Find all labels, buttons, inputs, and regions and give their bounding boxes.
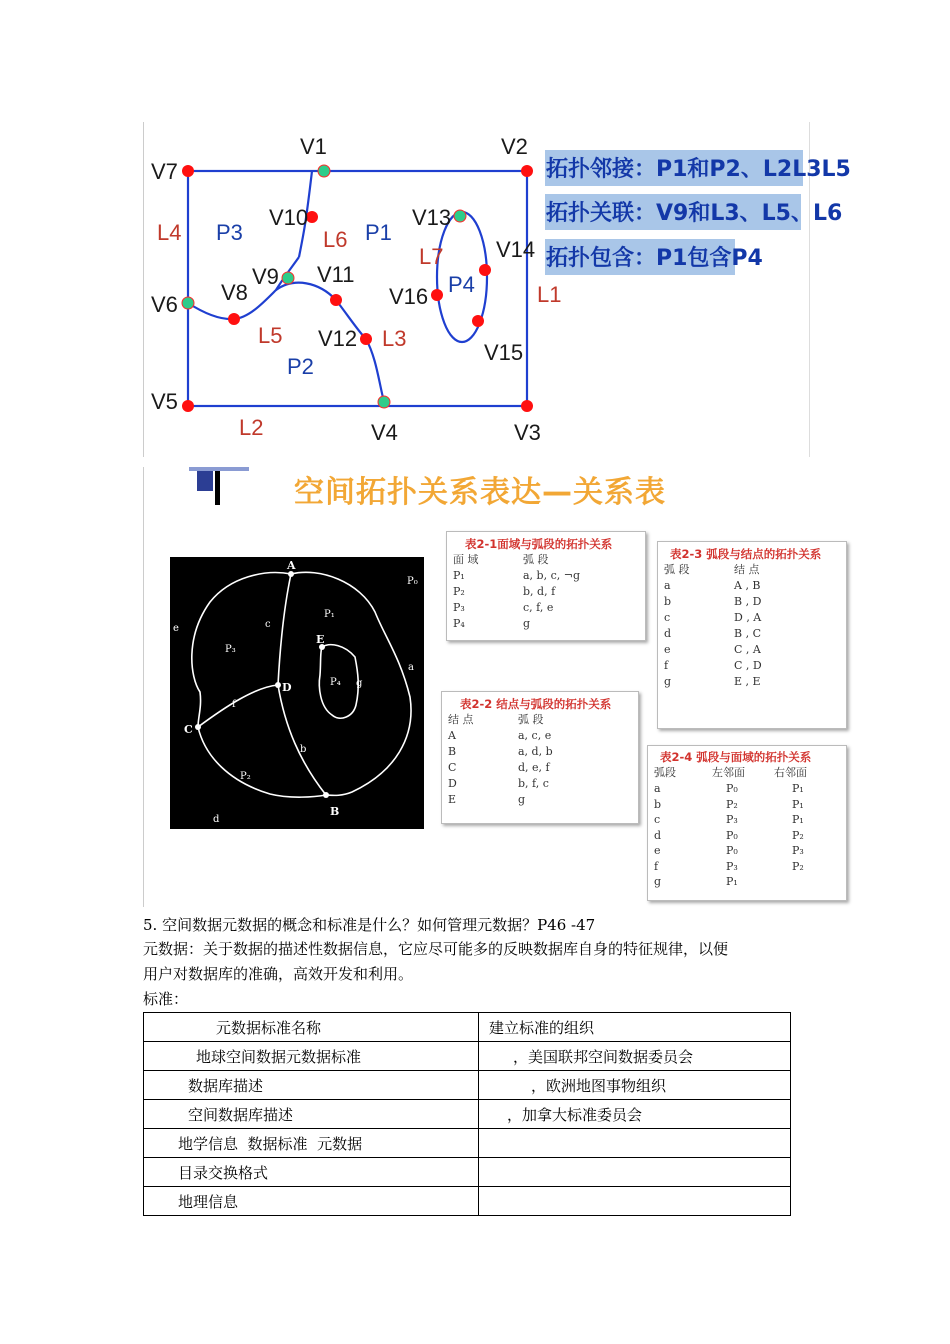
table-cell: A: [448, 729, 456, 742]
standard-org: [479, 1187, 791, 1216]
table-cell: c, f, e: [523, 601, 554, 614]
arc-d-label: d: [213, 814, 220, 825]
table-cell: C , D: [734, 659, 762, 672]
table-cell: P₁: [792, 782, 804, 795]
polygon-p2-label: P₂: [240, 771, 251, 782]
table-cell: a: [664, 579, 671, 592]
table-cell: B , D: [734, 595, 762, 608]
standard-name: 目录交换格式: [144, 1158, 479, 1187]
table-cell: a, b, c, ¬g: [523, 569, 580, 582]
arc-a-label: a: [408, 662, 414, 673]
standard-name: 地理信息: [144, 1187, 479, 1216]
definition-line-1: 元数据：关于数据的描述性数据信息，它应尽可能多的反映数据库自身的特征规律，以便: [143, 940, 729, 958]
polygon-p4-label: P₄: [330, 677, 341, 688]
standard-label: 标准：: [143, 990, 189, 1008]
table-cell: A , B: [734, 579, 761, 592]
polygon-p1-label: P₁: [324, 609, 335, 620]
table-caption: 表2-3 弧段与结点的拓扑关系: [670, 547, 822, 561]
table-cell: P₁: [792, 797, 804, 811]
table-cell: P₂: [726, 797, 738, 811]
table-header: 弧 段: [518, 713, 544, 726]
label-v7: V7: [151, 159, 178, 184]
table-caption: 表2-2 结点与弧段的拓扑关系: [460, 697, 612, 711]
arc-f-label: f: [232, 699, 236, 710]
label-l7: L7: [419, 244, 444, 269]
table-header: 结 点: [448, 713, 474, 726]
table-cell: P₄: [453, 617, 465, 630]
table-cell: P₃: [726, 859, 738, 873]
table-header: 结 点: [734, 563, 760, 576]
table-cell: C: [448, 761, 457, 774]
table-header-row: [144, 1013, 791, 1042]
table-cell: d: [664, 627, 672, 640]
table-cell: a, d, b: [518, 745, 553, 758]
arc-c-label: c: [265, 619, 271, 630]
label-l4: L4: [157, 220, 182, 245]
table-cell: P₀: [726, 782, 738, 795]
standard-org: ，加拿大标准委员会: [479, 1100, 791, 1129]
header-organization: 建立标准的组织: [479, 1013, 791, 1042]
table-cell: E , E: [734, 675, 761, 688]
table-header: 弧段: [654, 766, 676, 779]
table-cell: P₃: [726, 813, 738, 826]
table-header: 弧 段: [523, 553, 549, 566]
topology-figure: [143, 122, 851, 457]
arc-e-label: e: [173, 623, 179, 634]
definition-line-2: 用户对数据库的准确，高效开发和利用。: [143, 965, 414, 983]
node-d-label: D: [282, 681, 292, 694]
label-v8: V8: [221, 280, 248, 305]
standard-org: ，欧洲地图事物组织: [479, 1071, 791, 1100]
table-row: [144, 1042, 791, 1071]
table-row: [144, 1129, 791, 1158]
label-p3: P3: [216, 220, 243, 245]
table-cell: d, e, f: [518, 761, 550, 774]
standard-org: ，美国联邦空间数据委员会: [479, 1042, 791, 1071]
highlight-adjacency: 拓扑邻接：P1和P2、L2L3L5: [546, 157, 851, 182]
standard-name: 数据库描述: [144, 1071, 479, 1100]
table-caption: 表2-4 弧段与面域的拓扑关系: [660, 750, 812, 764]
standard-name: 地球空间数据元数据标准: [144, 1042, 479, 1071]
table-arc-node: [657, 541, 847, 729]
polygon-p0-label: P₀: [407, 576, 418, 587]
table-cell: c: [664, 611, 671, 624]
table-cell: g: [518, 793, 526, 806]
table-row: [144, 1071, 791, 1100]
label-v11: V11: [317, 262, 355, 287]
label-v14: V14: [496, 237, 536, 262]
table-caption: 表2-1面域与弧段的拓扑关系: [465, 537, 613, 551]
topology-black-diagram: [170, 557, 424, 829]
standard-name: 空间数据库描述: [144, 1100, 479, 1129]
node-b-label: B: [330, 805, 340, 818]
table-row: [144, 1100, 791, 1129]
table-cell: f: [664, 659, 669, 672]
table-cell: c: [654, 813, 661, 826]
table-cell: P₁: [453, 569, 465, 582]
table-cell: b: [664, 595, 672, 608]
label-l2: L2: [239, 415, 264, 440]
label-l6: L6: [323, 227, 348, 252]
slide-bullet-decoration: [189, 467, 249, 507]
table-cell: P₂: [792, 859, 804, 873]
label-v2: V2: [501, 134, 528, 159]
table-cell: b: [654, 797, 662, 811]
standard-org: [479, 1158, 791, 1187]
label-v6: V6: [151, 292, 178, 317]
table-cell: P₁: [792, 813, 804, 826]
polygon-p3-label: P₃: [225, 644, 236, 655]
table-cell: C , A: [734, 643, 761, 656]
label-v10: V10: [269, 205, 309, 230]
node-c-label: C: [184, 723, 193, 736]
table-cell: P₂: [453, 585, 465, 598]
table-cell: P₂: [792, 828, 804, 842]
relation-table-figure: [143, 467, 852, 907]
label-v13: V13: [412, 205, 452, 230]
standard-org: [479, 1129, 791, 1158]
table-cell: B: [448, 745, 457, 758]
table-arc-polygon: [647, 745, 847, 901]
label-p2: P2: [287, 354, 314, 379]
table-cell: D: [448, 777, 457, 790]
table-cell: P₁: [726, 875, 738, 888]
table-cell: E: [448, 793, 457, 806]
table-cell: g: [523, 617, 531, 630]
question-heading: 5. 空间数据元数据的概念和标准是什么？如何管理元数据？P46 -47: [143, 916, 596, 934]
table-cell: e: [664, 643, 671, 656]
label-l3: L3: [382, 326, 407, 351]
table-cell: b, d, f: [523, 585, 556, 598]
table-cell: a: [654, 782, 661, 795]
standard-name: 地学信息 数据标准 元数据: [144, 1129, 479, 1158]
table-header: 右邻面: [774, 766, 807, 779]
standards-table: [143, 1012, 791, 1216]
table-header: 面 域: [453, 553, 479, 566]
arc-g-label: g: [356, 678, 363, 689]
highlight-containment: 拓扑包含：P1包含P4: [546, 246, 763, 271]
label-v1: V1: [300, 134, 327, 159]
table-cell: f: [654, 859, 659, 873]
table-cell: B , C: [734, 627, 761, 640]
table-cell: e: [654, 844, 661, 857]
table-cell: D , A: [734, 611, 762, 624]
label-v15: V15: [484, 340, 524, 365]
label-p1: P1: [365, 220, 392, 245]
label-l5: L5: [258, 323, 283, 348]
label-v16: V16: [389, 284, 429, 309]
header-standard-name: 元数据标准名称: [144, 1013, 479, 1042]
table-cell: P₀: [726, 828, 738, 842]
table-header: 弧 段: [664, 563, 690, 576]
label-v4: V4: [371, 420, 398, 445]
table-cell: P₃: [453, 601, 465, 614]
table-cell: a, c, e: [518, 729, 552, 742]
label-v5: V5: [151, 389, 178, 414]
table-cell: d: [654, 828, 662, 842]
table-cell: g: [664, 675, 672, 688]
table-cell: P₃: [792, 844, 804, 857]
table-node-arc: [441, 691, 639, 824]
table-cell: P₀: [726, 844, 738, 857]
topology-diagram: [144, 122, 851, 457]
arc-b-label: b: [300, 744, 307, 755]
table-row: [144, 1158, 791, 1187]
node-a-label: A: [287, 559, 296, 572]
table-polygon-arc: [446, 531, 646, 641]
table-header: 左邻面: [712, 766, 745, 779]
table-cell: g: [654, 875, 662, 888]
node-e-label: E: [316, 633, 325, 646]
label-v9: V9: [252, 264, 279, 289]
slide-title: 空间拓扑关系表达—关系表: [294, 475, 666, 510]
label-v3: V3: [514, 420, 541, 445]
table-row: [144, 1187, 791, 1216]
label-l1: L1: [537, 282, 562, 307]
label-v12: V12: [318, 326, 358, 351]
highlight-incidence: 拓扑关联：V9和L3、L5、L6: [546, 201, 843, 226]
label-p4: P4: [448, 272, 475, 297]
table-cell: b, f, c: [518, 777, 549, 790]
